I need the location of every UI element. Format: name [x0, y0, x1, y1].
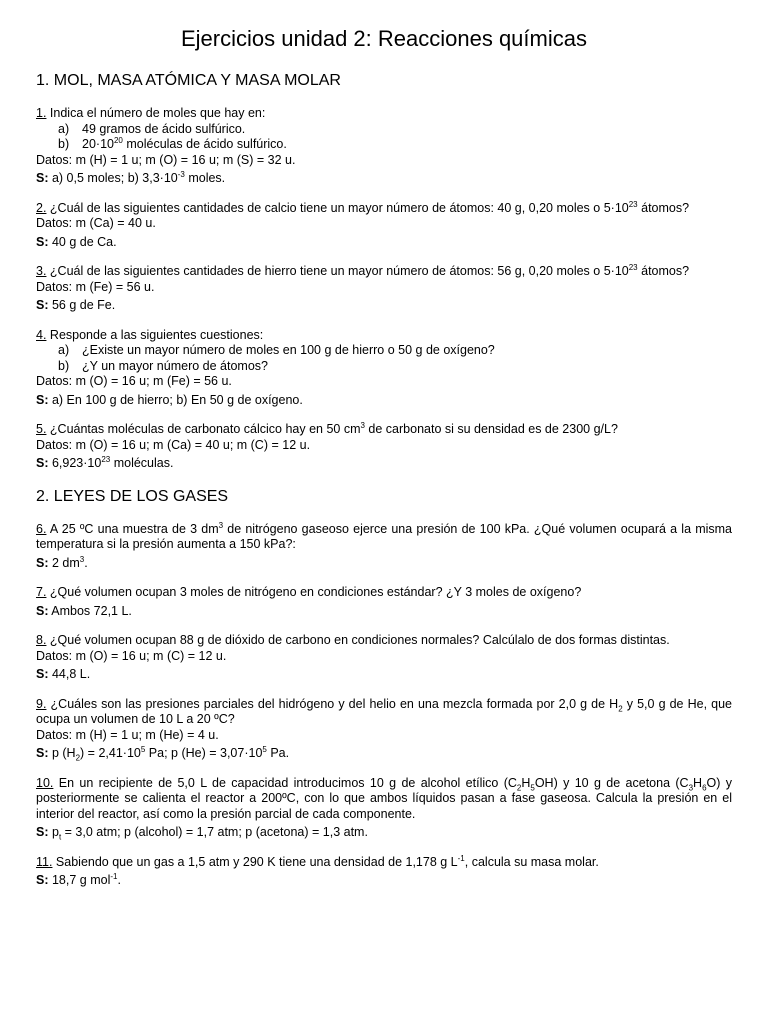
- exercise-number: 11.: [36, 854, 53, 869]
- exercise-item-a: a) 49 gramos de ácido sulfúrico.: [58, 121, 246, 136]
- exercise-datos: Datos: m (H) = 1 u; m (O) = 16 u; m (S) = 32 u.: [36, 152, 296, 167]
- exercise-number: 7.: [36, 585, 47, 599]
- exercise-text: ¿Qué volumen ocupan 88 g de dióxido de carbono en condiciones normales? Calcúlalo de dos formas distintas.: [46, 633, 670, 647]
- exercise-item-b: b) ¿Y un mayor número de átomos?: [58, 358, 268, 373]
- exercise-text: Responde a las siguientes cuestiones:: [46, 327, 264, 342]
- exercise-text: ¿Cuál de las siguientes cantidades de hierro tiene un mayor número de átomos: 56 g, 0,20 moles o 5·10: [46, 264, 629, 278]
- exercise-number: 4.: [36, 327, 47, 342]
- exercise-solution: S: $p_t = 3,0$ atm; p (alcohol) = 1,7 atm; p (acetona) = 1,3 atm.: [36, 825, 368, 842]
- exercise-7: [36, 585, 732, 619]
- exercise-text: Indica el número de moles que hay en:: [49, 106, 266, 120]
- exercise-1: [36, 106, 732, 187]
- section-heading-mol: 1. MOL, MASA ATÓMICA Y MASA MOLAR: [36, 72, 341, 89]
- exercise-3: 3. ¿Cuál de las siguientes cantidades de hierro tiene un mayor número de átomos: 56 g, 0,20 moles o $5\cdot 10^{23}$ átomos? Datos: m (Fe) = 56 u. S: 56 g de Fe.: [36, 264, 732, 314]
- document-title: Ejercicios unidad 2: Reacciones químicas: [181, 26, 587, 51]
- exercise-solution: S: 40 g de Ca.: [36, 234, 117, 249]
- exercise-number: 6.: [36, 521, 47, 536]
- exercise-solution: S: a) En 100 g de hierro; b) En 50 g de oxígeno.: [36, 392, 303, 407]
- exercise-datos: Datos: m (Ca) = 40 u.: [36, 216, 156, 230]
- exercise-solution: S: 44,8 L.: [36, 667, 91, 681]
- section-heading-gases: 2. LEYES DE LOS GASES: [36, 487, 229, 505]
- exercise-solution: S: a) 0,5 moles; b) $3,3\cdot 10^{-3}$ moles.: [36, 169, 226, 185]
- exercise-datos: Datos: m (Fe) = 56 u.: [36, 279, 155, 294]
- exercise-text: ¿Cuáles son las presiones parciales del hidrógeno y del helio en una mezcla formada por 2,0 g de H: [46, 696, 619, 711]
- exercise-text: En un recipiente de 5,0 L de capacidad introducimos 10 g de alcohol etílico (C: [53, 775, 517, 790]
- exercise-datos: Datos: m (O) = 16 u; m (C) = 12 u.: [36, 648, 227, 663]
- exercise-number: 10.: [36, 775, 54, 790]
- exercise-solution: S: p $(H_2) = 2,41\cdot 10^5$ Pa; p $(He) = 3,07\cdot 10^5$ Pa.: [36, 744, 290, 763]
- exercise-9: 9. ¿Cuáles son las presiones parciales del hidrógeno y del helio en una mezcla formada por 2,0 g de $H_2$ y 5,0 g de He, que ocupa un volumen de 10 L a 20 ºC? Datos: m (H) = 1 u; m (He) = 4 u. S: p $(H_2) = 2,41\cdot 10^5$ Pa; p $(He) = 3,07\cdot 10^5$ Pa.: [36, 696, 733, 763]
- exercise-number: 5.: [36, 422, 47, 436]
- exercise-text: ¿Qué volumen ocupan 3 moles de nitrógeno en condiciones estándar? ¿Y 3 moles de oxígeno?: [46, 585, 582, 599]
- exercise-8: [36, 633, 732, 683]
- exercise-solution: S: 56 g de Fe.: [36, 298, 116, 312]
- exercise-text: Sabiendo que un gas a 1,5 atm y 290 K tiene una densidad de 1,178 g L: [52, 854, 458, 869]
- exercise-4: [36, 328, 732, 409]
- exercise-6: 6. A 25 ºC una muestra de 3 $dm^3$ de nitrógeno gaseoso ejerce una presión de 100 kPa. ¿Qué volumen ocupará a la misma temperatura si la presión aumenta a 150 kPa?: S: 2 $dm^3$.: [36, 520, 733, 570]
- exercise-number: 9.: [36, 696, 47, 711]
- exercise-item-b: b) $20\cdot 10^{20}$ moléculas de ácido sulfúrico.: [58, 135, 287, 151]
- exercise-text: A 25 ºC una muestra de 3 dm: [46, 521, 219, 536]
- exercise-solution: S: Ambos 72,1 L.: [36, 603, 132, 618]
- exercise-number: 3.: [36, 264, 47, 278]
- exercise-10: 10. En un recipiente de 5,0 L de capacidad introducimos 10 g de alcohol etílico $(C_2H_5OH)$ y 10 g de acetona $(C_3H_6O)$ y posteriormente se calienta el reactor a 200ºC, con lo que ambos líquidos pasan a fase gaseosa. Calcula la presión en el interior del reactor, así como la presión parcial de cada componente. S: $p_t = 3,0$ atm; p (alcohol) = 1,7 atm; p (acetona) = 1,3 atm.: [36, 775, 733, 842]
- exercise-datos: Datos: m (O) = 16 u; m (Fe) = 56 u.: [36, 374, 232, 388]
- exercise-solution: S: 2 $dm^3$.: [36, 554, 88, 570]
- exercise-text: ¿Cuál de las siguientes cantidades de calcio tiene un mayor número de átomos: 40 g, 0,20 moles o 5·10: [46, 200, 629, 215]
- exercise-text: ¿Cuántas moléculas de carbonato cálcico hay en 50 cm: [46, 422, 361, 436]
- exercise-5: 5. ¿Cuántas moléculas de carbonato cálcico hay en 50 $cm^3$ de carbonato si su densidad es de 2300 g/L? Datos: m (O) = 16 u; m (Ca) = 40 u; m (C) = 12 u. S: $6,923\cdot 10^{23}$ moléculas.: [36, 422, 732, 472]
- exercise-datos: Datos: m (H) = 1 u; m (He) = 4 u.: [36, 727, 219, 742]
- exercise-item-a: a) ¿Existe un mayor número de moles en 100 g de hierro o 50 g de oxígeno?: [58, 343, 495, 357]
- exercise-11: 11. Sabiendo que un gas a 1,5 atm y 290 K tiene una densidad de 1,178 g $L^{-1}$, calcula su masa molar. S: 18,7 g mol$^{-1}$.: [36, 855, 732, 889]
- exercise-number: 8.: [36, 633, 47, 647]
- exercise-number: 2.: [36, 200, 47, 215]
- exercise-solution: S: $6,923\cdot 10^{23}$ moléculas.: [36, 454, 174, 470]
- exercise-solution: S: 18,7 g mol$^{-1}$.: [36, 871, 121, 887]
- exercise-number: 1.: [36, 106, 47, 120]
- exercise-datos: Datos: m (O) = 16 u; m (Ca) = 40 u; m (C) = 12 u.: [36, 437, 311, 452]
- exercise-2: 2. ¿Cuál de las siguientes cantidades de calcio tiene un mayor número de átomos: 40 g, 0,20 moles o $5\cdot 10^{23}$ átomos? Datos: m (Ca) = 40 u. S: 40 g de Ca.: [36, 201, 732, 251]
